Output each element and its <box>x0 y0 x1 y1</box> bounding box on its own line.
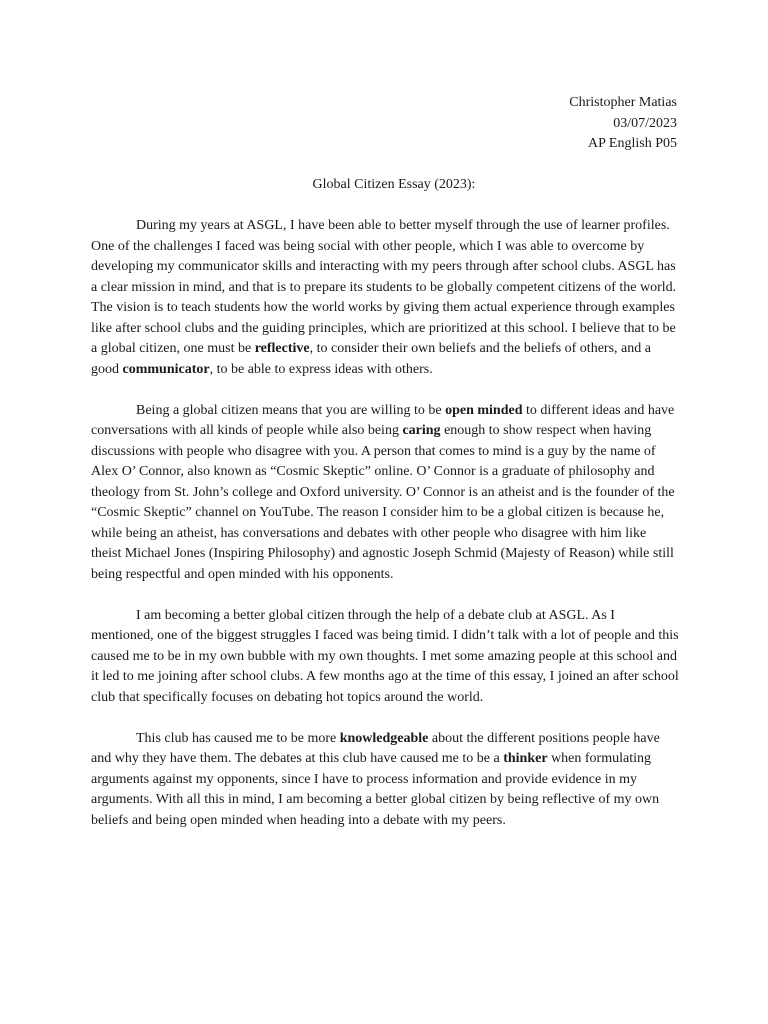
paragraph-text: to different ideas and have conversations with all kinds of people while also being <box>91 402 675 438</box>
essay-paragraph-2 <box>91 401 679 586</box>
bold-term: reflective <box>254 341 310 356</box>
essay-paragraph-1 <box>91 216 679 380</box>
paragraph-text: when formulating arguments against my opponents, since I have to process information and provide evidence in my arguments. With all this in mind, I am becoming a better global citizen by being reflective of my own beliefs and being open minded when heading into a debate with my peers. <box>91 751 660 828</box>
bold-term: open minded <box>445 402 523 418</box>
paragraph-text: , to consider their own beliefs and the beliefs of others, and a good <box>91 341 651 377</box>
class-period: AP English P05 <box>588 136 677 151</box>
paragraph-text: , to be able to express ideas with others. <box>209 361 433 377</box>
bold-term: knowledgeable <box>339 730 429 746</box>
bold-term: communicator <box>122 361 210 377</box>
essay-title: Global Citizen Essay (2023): <box>312 177 476 192</box>
bold-term: thinker <box>503 751 548 766</box>
paragraph-text: I am becoming a better global citizen through the help of a debate club at ASGL. As I mentioned, one of the biggest struggles I faced was being timid. I didn’t talk with a lot of people and this caused me to be in my own bubble with my own thoughts. I met some amazing people at this school and it led to me joining after school clubs. A few months ago at the time of this essay, I joined an after school club that specifically focuses on debating hot topics around the world. <box>91 607 679 705</box>
paragraph-text: This club has caused me to be more <box>136 730 340 746</box>
paragraph-text: enough to show respect when having discussions with people who disagree with you. A person that comes to mind is a guy by the name of Alex O’ Connor, also known as “Cosmic Skeptic” online. O’ Connor is a graduate of philosophy and theology from St. John’s college and Oxford university. O’ Connor is an atheist and is the founder of the “Cosmic Skeptic” channel on YouTube. The reason I consider him to be a global citizen is because he, while being an atheist, has conversations and debates with other people who disagree with him like theist Michael Jones (Inspiring Philosophy) and agnostic Joseph Schmid (Majesty of Reason) while still being respectful and open minded with his opponents. <box>91 423 675 582</box>
essay-paragraph-3 <box>91 606 679 709</box>
author-header <box>569 93 677 155</box>
essay-paragraph-4 <box>91 729 679 832</box>
paragraph-text: Being a global citizen means that you are willing to be <box>136 402 446 418</box>
essay-date: 03/07/2023 <box>613 115 677 131</box>
author-name: Christopher Matias <box>569 95 677 110</box>
paragraph-text: During my years at ASGL, I have been able to better myself through the use of learner profiles. One of the challenges I faced was being social with other people, which I was able to overcome by developing my communicator skills and interacting with my peers through after school clubs. ASGL has a clear mission in mind, and that is to prepare its students to be globally competent citizens of the world. The vision is to teach students how the world works by giving them actual experience through examples like after school clubs and the guiding principles, which are prioritized at this school. I believe that to be a global citizen, one must be <box>91 218 677 356</box>
bold-term: caring <box>402 423 441 438</box>
essay-body <box>91 216 679 852</box>
paragraph-text: about the different positions people have and why they have them. The debates at this club have caused me to be a <box>91 730 660 766</box>
